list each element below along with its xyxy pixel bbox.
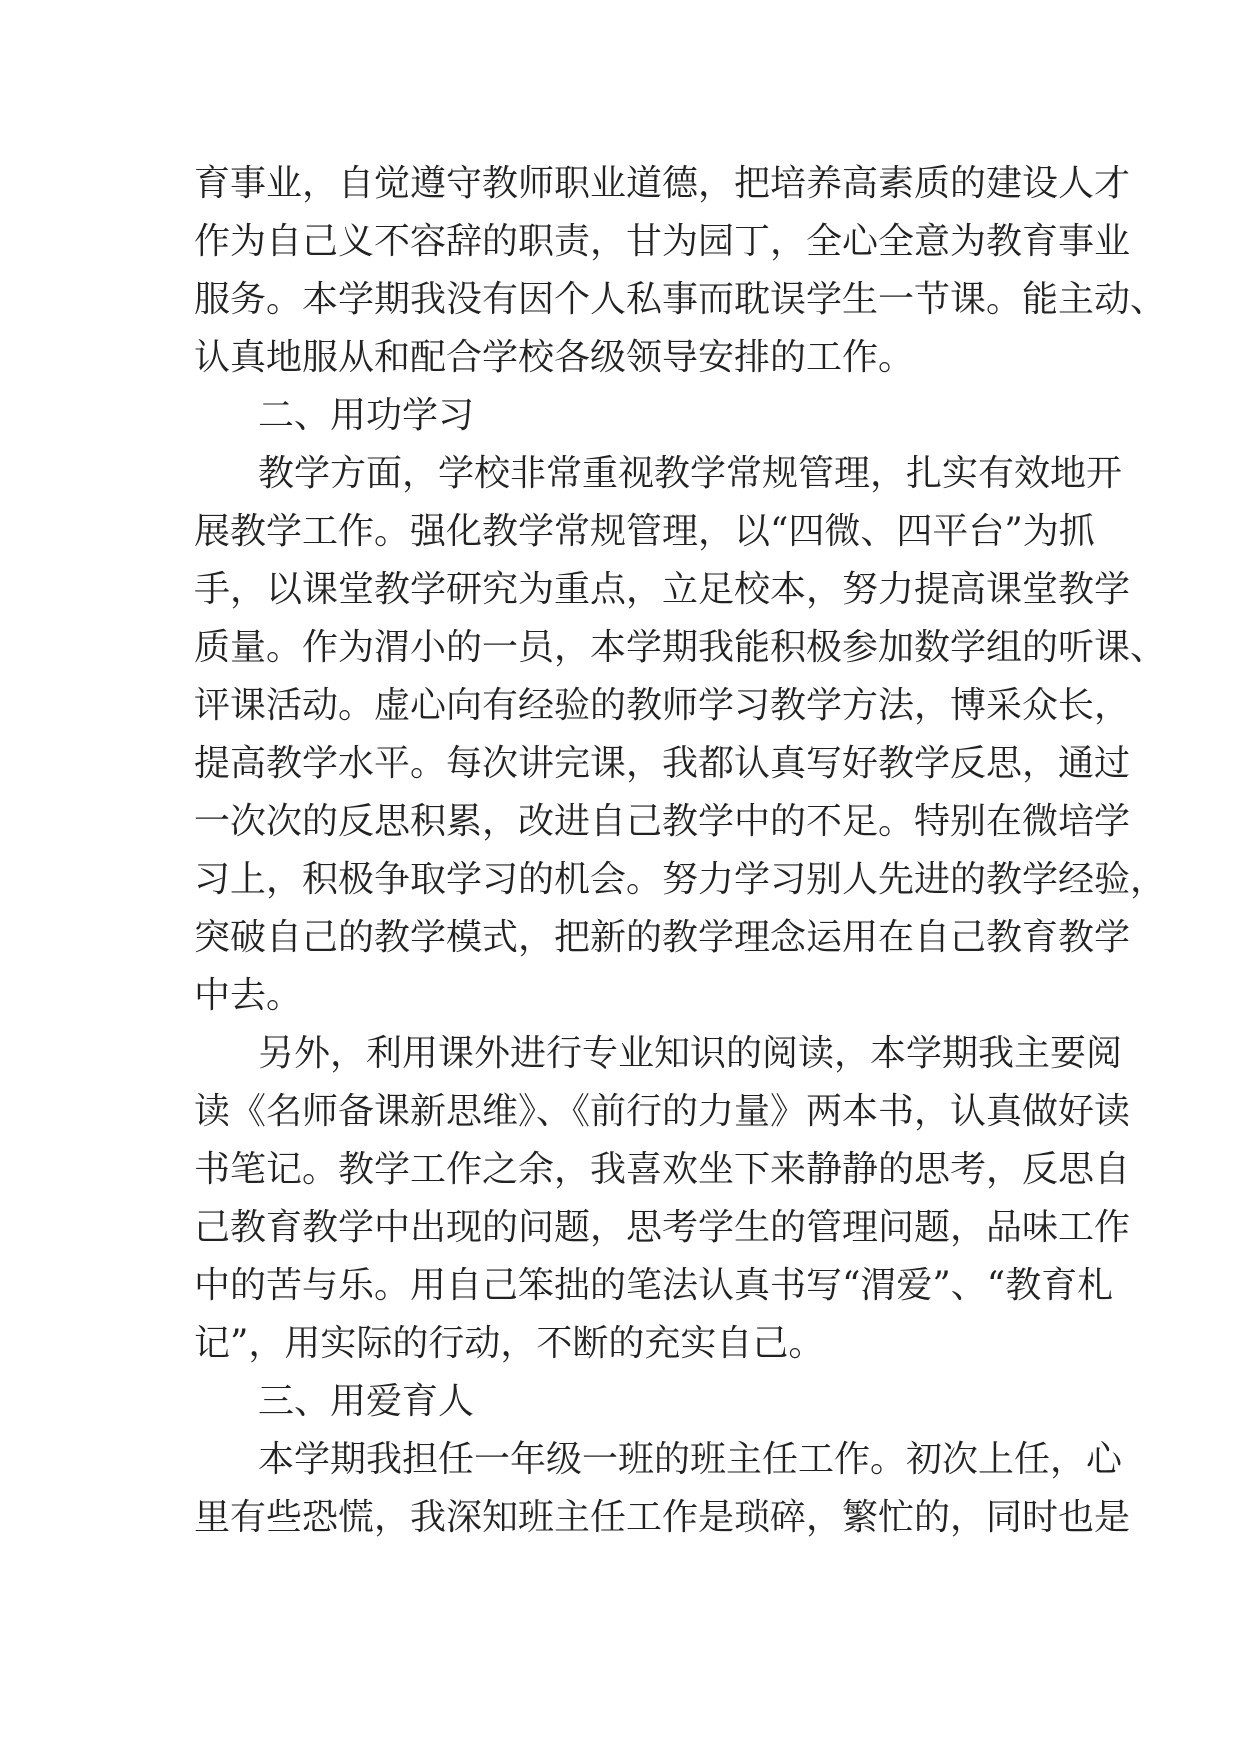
- section-heading: 二、用功学习: [258, 395, 475, 436]
- text-line: 记”，用实际的行动，不断的充实自己。: [194, 1323, 825, 1364]
- text-line: 另外，利用课外进行专业知识的阅读，本学期我主要阅: [258, 1033, 1123, 1074]
- text-line: 己教育教学中出现的问题，思考学生的管理问题，品味工作: [194, 1207, 1131, 1248]
- document-body: [194, 155, 1167, 1547]
- text-line: 手，以课堂教学研究为重点，立足校本，努力提高课堂教学: [194, 569, 1131, 610]
- text-line: 教学方面，学校非常重视教学常规管理，扎实有效地开: [258, 453, 1123, 494]
- text-line: 认真地服从和配合学校各级领导安排的工作。: [194, 337, 915, 378]
- text-line: 里有些恐慌，我深知班主任工作是琐碎，繁忙的，同时也是: [194, 1497, 1131, 1538]
- text-line: 质量。作为渭小的一员，本学期我能积极参加数学组的听课、: [194, 627, 1167, 668]
- text-line: 中去。: [194, 975, 303, 1016]
- text-line: 展教学工作。强化教学常规管理，以“四微、四平台”为抓: [194, 511, 1095, 552]
- text-line: 育事业，自觉遵守教师职业道德，把培养高素质的建设人才: [194, 163, 1131, 204]
- text-line: 读《名师备课新思维》、《前行的力量》两本书，认真做好读: [194, 1091, 1131, 1132]
- text-line: 本学期我担任一年级一班的班主任工作。初次上任，心: [258, 1439, 1123, 1480]
- text-line: 服务。本学期我没有因个人私事而耽误学生一节课。能主动、: [194, 279, 1167, 320]
- text-line: 书笔记。教学工作之余，我喜欢坐下来静静的思考，反思自: [194, 1149, 1131, 1190]
- text-line: 作为自己义不容辞的职责，甘为园丁，全心全意为教育事业: [194, 221, 1131, 262]
- text-line: 提高教学水平。每次讲完课，我都认真写好教学反思，通过: [194, 743, 1131, 784]
- section-heading: 三、用爱育人: [258, 1381, 475, 1422]
- text-line: 习上，积极争取学习的机会。努力学习别人先进的教学经验，: [194, 859, 1167, 900]
- text-line: 中的苦与乐。用自己笨拙的笔法认真书写“渭爱”、“教育札: [194, 1265, 1114, 1306]
- text-line: 评课活动。虚心向有经验的教师学习教学方法，博采众长，: [194, 685, 1131, 726]
- text-line: 一次次的反思积累，改进自己教学中的不足。特别在微培学: [194, 801, 1131, 842]
- text-line: 突破自己的教学模式，把新的教学理念运用在自己教育教学: [194, 917, 1131, 958]
